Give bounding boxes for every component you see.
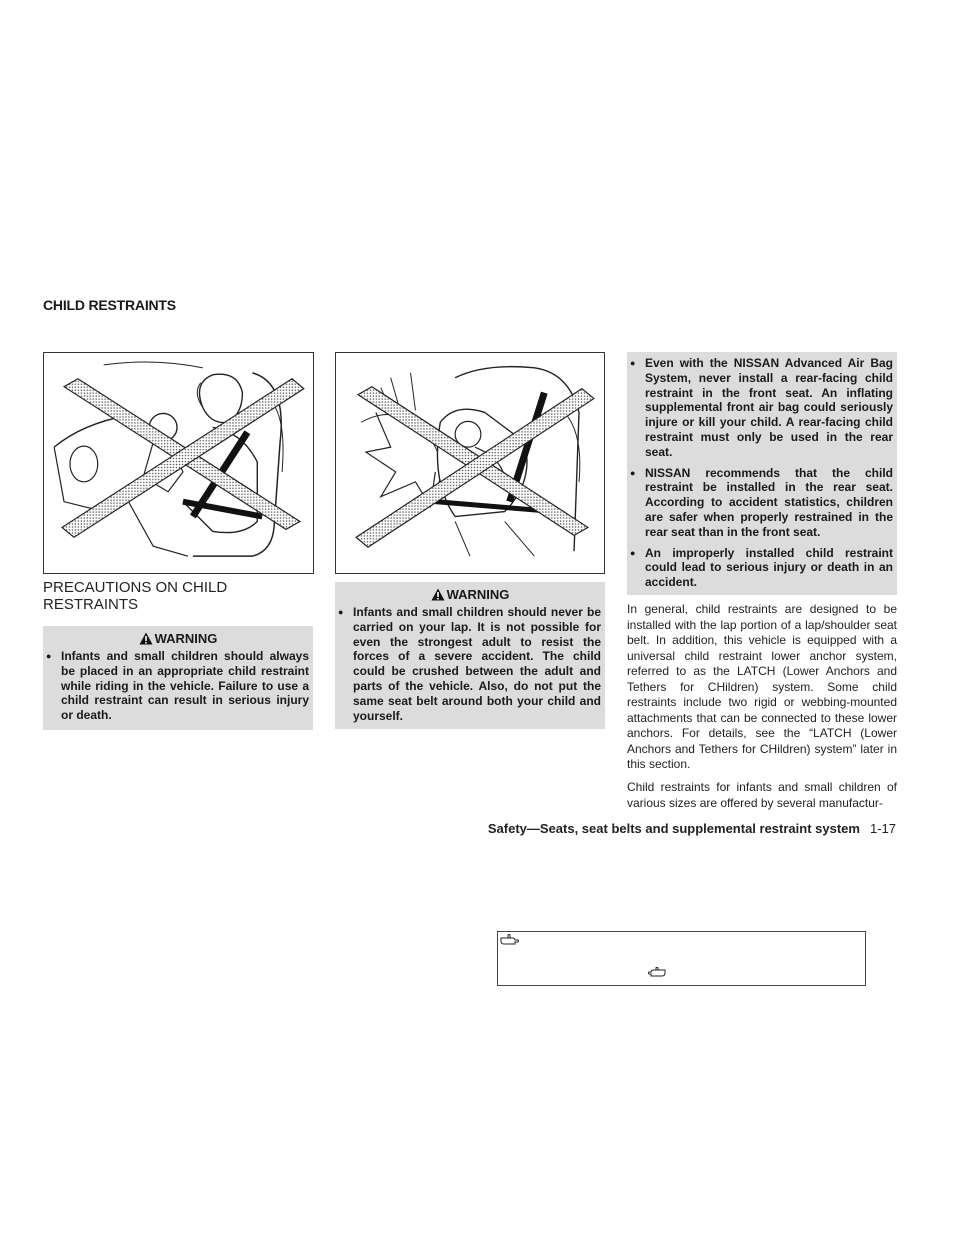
warning-header: [43, 626, 313, 649]
footer-title: Safety—Seats, seat belts and supplemental restraint system: [487, 821, 860, 836]
cross-reference-box: [497, 931, 866, 986]
warning-triangle-icon: [139, 632, 153, 645]
warning-box-1: [43, 626, 313, 730]
pointing-hand-icon: [500, 934, 520, 946]
warning-list-1: [43, 649, 313, 727]
warning-list-3: [627, 356, 897, 594]
figure-rear-facing-front-seat: [335, 352, 605, 574]
warning-header: [335, 582, 605, 605]
warning-item: ● Infants and small children should always be placed in an appropriate child restraint while riding in the vehicle. Failure to use a child restraint can result in serious injury or death.: [61, 649, 309, 723]
illustration-child-on-lap: [44, 353, 313, 573]
warning-triangle-icon: [431, 588, 445, 601]
page-footer: [488, 821, 896, 836]
page-number: 1-17: [869, 821, 896, 836]
warning-item: ● An improperly installed child restraint could lead to serious injury or death in an accident.: [645, 546, 893, 590]
figure-child-on-lap: [43, 352, 314, 574]
warning-list-2: [335, 605, 605, 727]
warning-label: WARNING: [154, 631, 218, 646]
warning-item: ● Infants and small children should never be carried on your lap. It is not possible for even the strongest adult to resist the forces of a severe accident. The child could be crushed between the adult and parts of the vehicle. Also, do not put the same seat belt around both your child and yourself.: [353, 605, 601, 723]
warning-box-3: [627, 352, 897, 595]
paragraph-latch: In general, child restraints are designed to be installed with the lap portion of a lap/shoulder seat belt. In addition, this vehicle is equipped with a universal child restraint lower anchor system, referred to as the LATCH (Lower Anchors and Tethers for CHildren) system. Some child restraints include two rigid or webbing-mounted attachments that can be connected to these lower anchors. For details, see the “LATCH (Lower Anchors and Tethers for CHildren) system” later in this section.: [627, 602, 897, 771]
warning-box-2: [335, 582, 605, 729]
section-title: CHILD RESTRAINTS: [43, 297, 176, 313]
illustration-rear-facing-front-seat: [336, 353, 604, 573]
pointing-hand-icon: [648, 967, 666, 978]
warning-label: WARNING: [446, 587, 510, 602]
warning-item: ● Even with the NISSAN Advanced Air Bag System, never install a rear-facing child restraint in the front seat. An inflating supplemental front air bag could seriously injure or kill your child. A rear-facing child restraint must only be used in the rear seat.: [645, 356, 893, 460]
paragraph-manufacturers: Child restraints for infants and small children of various sizes are offered by several manufactur-: [627, 780, 897, 810]
subheading-precautions: PRECAUTIONS ON CHILD RESTRAINTS: [43, 579, 228, 613]
warning-item: ● NISSAN recommends that the child restraint be installed in the rear seat. According to accident statistics, children are safer when properly restrained in the rear seat than in the front seat.: [645, 466, 893, 540]
